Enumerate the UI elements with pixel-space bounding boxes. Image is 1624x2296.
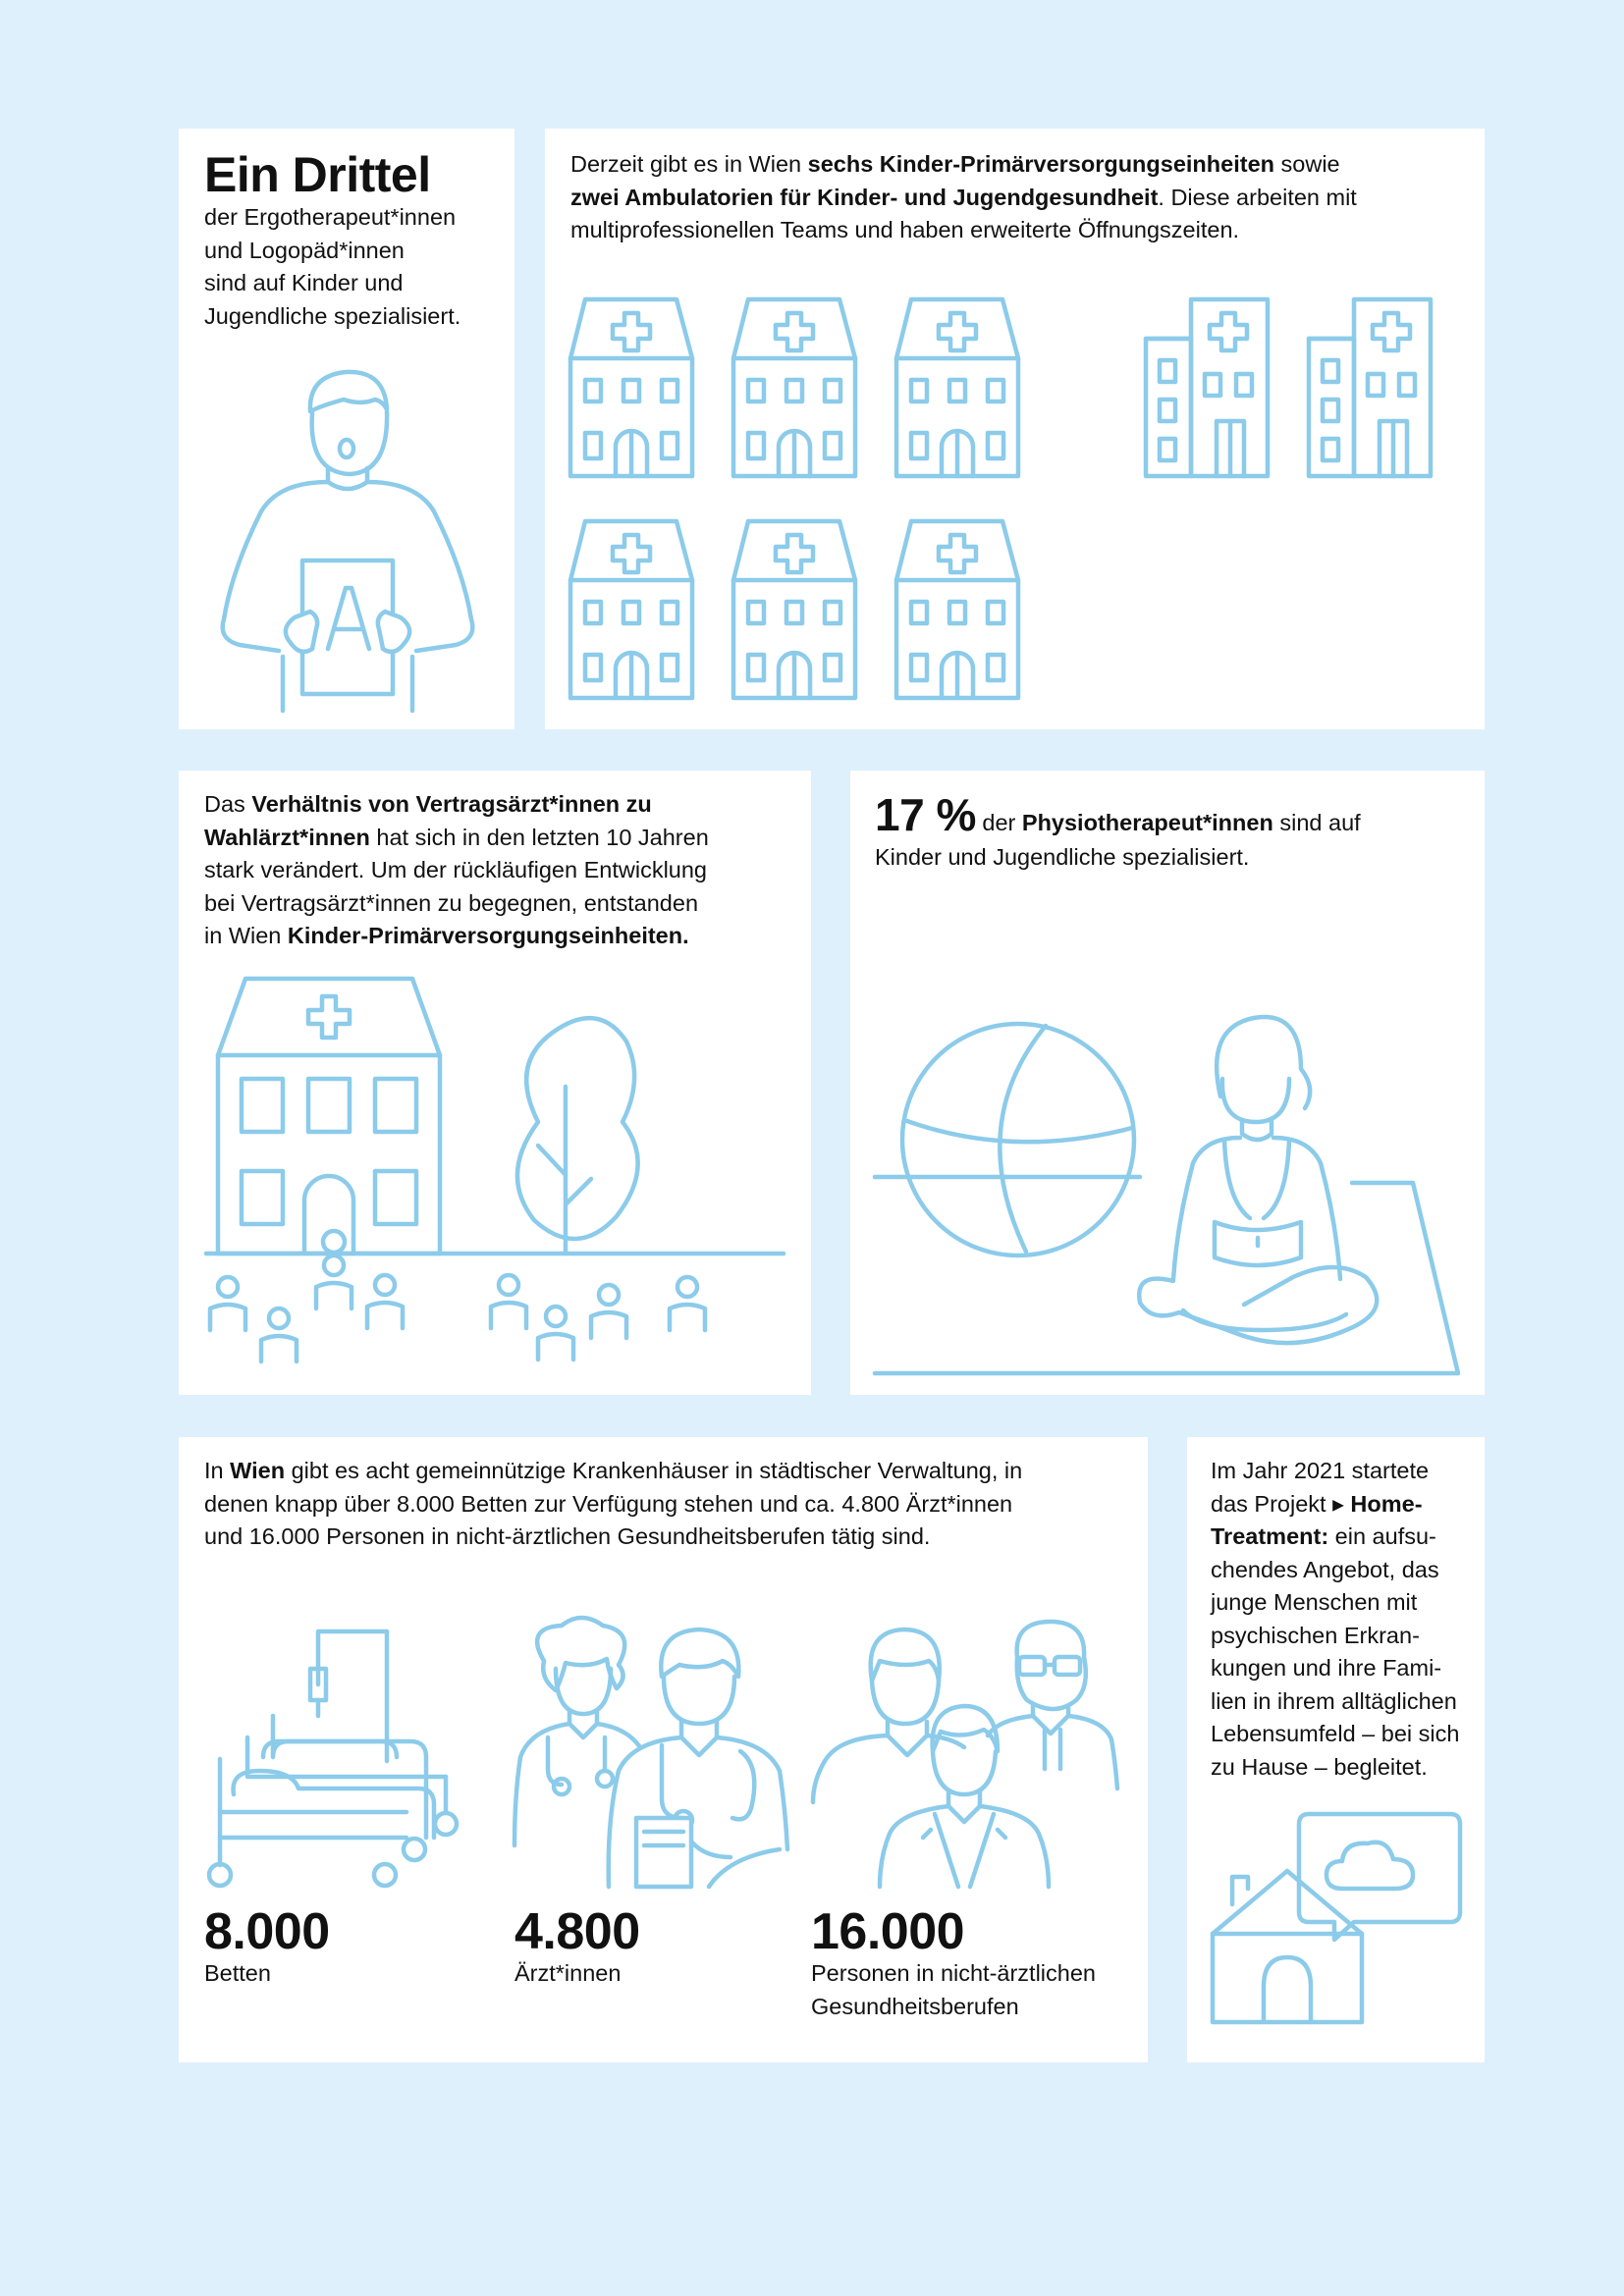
card-ein-drittel (179, 129, 514, 729)
child-icon (210, 1277, 245, 1330)
stat-personen-value: 16.000 (811, 1903, 965, 1960)
home-line-10: zu Hause – begleitet. (1211, 1753, 1428, 1780)
verhaeltnis-line-1: Das Verhältnis von Vertragsärzt*innen zu (204, 791, 652, 817)
therapist-with-letter-card-icon (216, 372, 481, 711)
home-line-7: kungen und ihre Fami- (1211, 1655, 1442, 1681)
stat-betten-value: 8.000 (204, 1903, 330, 1960)
home-line-2: das Projekt ▸ Home- (1211, 1490, 1423, 1517)
clinic-building-icon (896, 299, 1018, 476)
einheiten-line-2: zwei Ambulatorien für Kinder- und Jugendgesundheit. Diese arbeiten mit (570, 184, 1357, 210)
child-icon (367, 1275, 403, 1328)
drittel-line-2: und Logopäd*innen (204, 237, 405, 263)
child-icon (491, 1275, 526, 1328)
health-professionals-icon (813, 1622, 1117, 1887)
drittel-line-1: der Ergotherapeut*innen (204, 204, 457, 230)
clinic-building-icon (733, 521, 855, 698)
verhaeltnis-line-4: bei Vertragsärzt*innen zu begegnen, entstanden (204, 889, 699, 916)
hospital-beds-icon (200, 1629, 475, 1885)
physio-line-2: Kinder und Jugendliche spezialisiert. (875, 844, 1250, 870)
card-verhaeltnis (179, 771, 811, 1395)
house-with-speech-bubble-icon (1211, 1814, 1466, 2040)
home-line-4: chendes Angebot, das (1211, 1556, 1439, 1582)
clinic-building-icon (570, 521, 692, 698)
wien-line-2: denen knapp über 8.000 Betten zur Verfügung stehen und ca. 4.800 Ärzt*innen (204, 1490, 1013, 1517)
person-with-exercise-ball-icon (875, 973, 1474, 1375)
home-line-3: Treatment: ein aufsu- (1211, 1523, 1436, 1549)
wien-line-3: und 16.000 Personen in nicht-ärztlichen Gesundheitsberufen tätig sind. (204, 1523, 931, 1549)
physio-line-1: 17 % der Physiotherapeut*innen sind auf (875, 789, 1361, 840)
wien-line-1: In Wien gibt es acht gemeinnützige Krankenhäuser in städtischer Verwaltung, in (204, 1458, 1023, 1483)
stat-personen-label-2: Gesundheitsberufen (811, 1994, 1019, 2019)
verhaeltnis-line-5: in Wien Kinder-Primärversorgungseinheiten. (204, 923, 689, 948)
headline-ein-drittel: Ein Drittel (204, 147, 431, 202)
child-icon (316, 1255, 352, 1308)
home-line-6: psychischen Erkran- (1211, 1622, 1420, 1648)
drittel-line-3: sind auf Kinder und (204, 270, 404, 295)
health-center-with-people-icon (204, 979, 784, 1381)
einheiten-line-1: Derzeit gibt es in Wien sechs Kinder-Primärversorgungseinheiten sowie (570, 151, 1340, 177)
child-icon (670, 1277, 705, 1330)
home-line-5: junge Menschen mit (1211, 1589, 1418, 1615)
stat-aerzte-value: 4.800 (514, 1903, 640, 1960)
home-line-1: Im Jahr 2021 startete (1211, 1458, 1430, 1483)
drittel-line-4: Jugendliche spezialisiert. (204, 302, 461, 329)
child-icon (538, 1307, 573, 1360)
ambulatorium-building-icon (1309, 299, 1431, 476)
clinic-building-icon (896, 521, 1018, 698)
clinic-buildings-icon-group (570, 299, 1435, 702)
card-physiotherapie (850, 771, 1485, 1395)
home-treatment-link[interactable]: ▸ Home- (1332, 1490, 1423, 1517)
physio-percent: 17 % (875, 789, 976, 840)
stat-betten-label: Betten (204, 1960, 271, 1986)
clinic-building-icon (733, 299, 855, 476)
home-line-8: lien in ihrem alltäglichen (1211, 1687, 1457, 1714)
card-home-treatment (1187, 1437, 1485, 2062)
doctors-icon (514, 1622, 780, 1887)
clinic-building-icon (570, 299, 692, 476)
child-icon (261, 1308, 297, 1362)
verhaeltnis-line-3: stark verändert. Um der rückläufigen Entwicklung (204, 857, 707, 882)
verhaeltnis-line-2: Wahlärzt*innen hat sich in den letzten 10 Jahren (204, 824, 709, 850)
card-wien-krankenhaeuser (179, 1437, 1148, 2062)
stat-aerzte-label: Ärzt*innen (514, 1960, 622, 1986)
einheiten-line-3: multiprofessionellen Teams und haben erweiterte Öffnungszeiten. (570, 217, 1240, 242)
card-primaerversorgung (545, 129, 1485, 729)
home-line-9: Lebensumfeld – bei sich (1211, 1721, 1460, 1746)
ambulatorium-building-icon (1146, 299, 1268, 476)
stat-personen-label-1: Personen in nicht-ärztlichen (811, 1960, 1096, 1986)
child-icon (591, 1285, 626, 1338)
